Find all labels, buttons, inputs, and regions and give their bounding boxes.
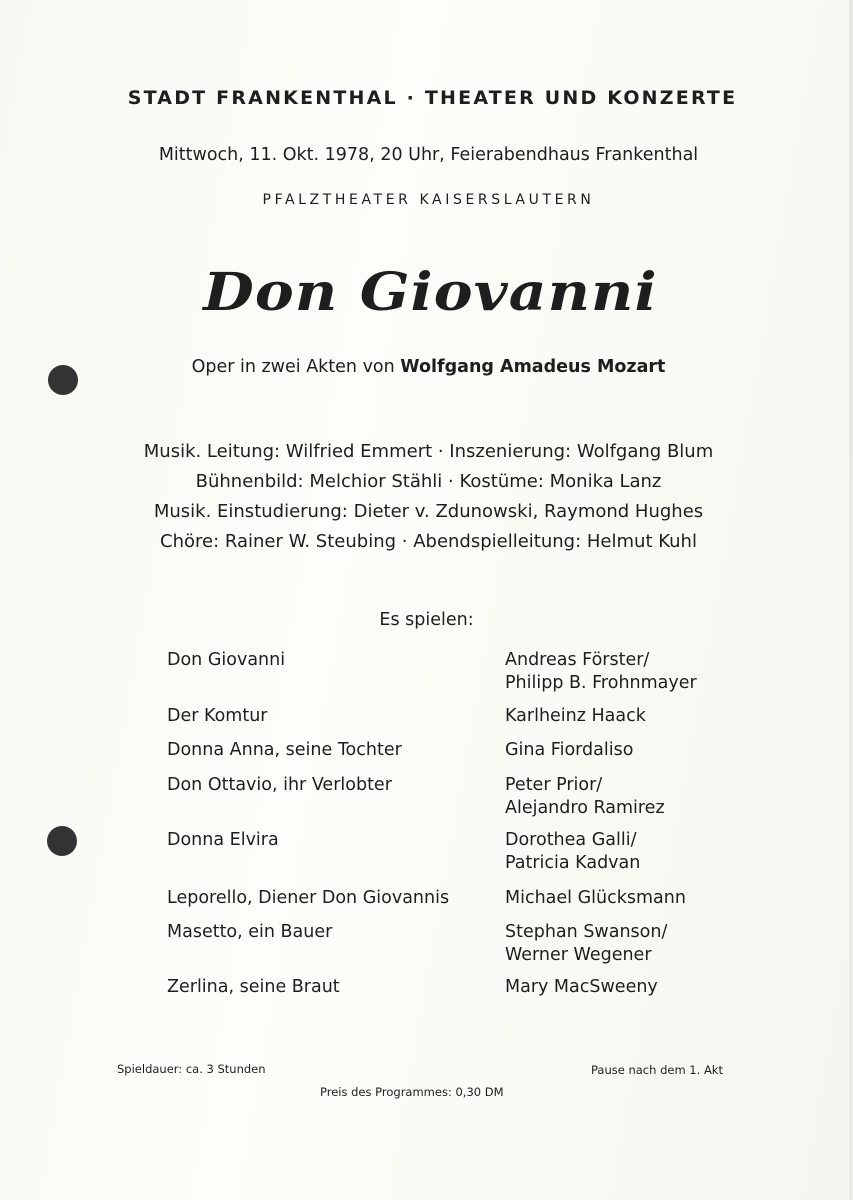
intermission-note: Pause nach dem 1. Akt [591, 1063, 723, 1077]
credit-line: Chöre: Rainer W. Steubing · Abendspielleitung: Helmut Kuhl [160, 531, 697, 552]
cast-role: Leporello, Diener Don Giovannis [167, 888, 450, 908]
credit-line: Musik. Einstudierung: Dieter v. Zdunowski, Raymond Hughes [153, 501, 704, 522]
singer-name: Peter Prior/ [505, 775, 603, 795]
program-price: Preis des Programmes: 0,30 DM [320, 1085, 504, 1099]
cast-role: Zerlina, seine Braut [167, 977, 340, 997]
cast-role: Masetto, ein Bauer [167, 922, 333, 942]
performance-duration: Spieldauer: ca. 3 Stunden [117, 1062, 266, 1076]
singer-name: Philipp B. Frohnmayer [505, 673, 697, 693]
cast-heading: Es spielen: [379, 610, 474, 630]
cast-singers [505, 705, 646, 739]
cast-row [167, 829, 767, 887]
singer-name: Alejandro Ramirez [505, 798, 665, 818]
credit-line: Bühnenbild: Melchior Stähli · Kostüme: Monika Lanz [195, 471, 662, 492]
credit-line: Musik. Leitung: Wilfried Emmert · Inszenierung: Wolfgang Blum [143, 441, 714, 462]
singer-name: Mary MacSweeny [505, 977, 658, 997]
singer-name: Werner Wegener [505, 945, 652, 965]
cast-singers [505, 921, 667, 976]
punch-hole [47, 826, 77, 856]
cast-row [167, 976, 767, 1006]
cast-list [167, 649, 767, 1006]
cast-role: Der Komtur [167, 706, 268, 726]
singer-name: Andreas Förster/ [505, 650, 650, 670]
singer-name: Stephan Swanson/ [505, 922, 668, 942]
cast-singers [505, 649, 697, 705]
cast-role: Donna Anna, seine Tochter [167, 740, 402, 760]
cast-row [167, 705, 767, 739]
singer-name: Karlheinz Haack [505, 706, 646, 726]
singer-name: Patricia Kadvan [505, 853, 641, 873]
subtitle-prefix: Oper in zwei Akten von [191, 357, 401, 377]
program-header: STADT FRANKENTHAL · THEATER UND KONZERTE [127, 87, 738, 109]
paper-edge [849, 0, 853, 1200]
cast-singers [505, 774, 665, 829]
cast-role: Don Giovanni [167, 650, 286, 670]
cast-role: Don Ottavio, ihr Verlobter [167, 775, 392, 795]
production-credits [2, 437, 853, 557]
cast-row [167, 921, 767, 976]
cast-singers [505, 887, 686, 921]
singer-name: Michael Glücksmann [505, 888, 686, 908]
opera-title: Don Giovanni [203, 262, 658, 323]
cast-singers [505, 739, 633, 774]
cast-row [167, 774, 767, 829]
cast-row [167, 739, 767, 774]
theater-company: PFALZTHEATER KAISERSLAUTERN [262, 192, 595, 208]
singer-name: Dorothea Galli/ [505, 830, 637, 850]
singer-name: Gina Fiordaliso [505, 740, 634, 760]
composer-name: Wolfgang Amadeus Mozart [400, 357, 666, 377]
cast-singers [505, 829, 640, 887]
punch-hole [48, 365, 78, 395]
cast-row [167, 649, 767, 705]
opera-subtitle [2, 357, 853, 377]
cast-row [167, 887, 767, 921]
cast-singers [505, 976, 658, 1006]
performance-date: Mittwoch, 11. Okt. 1978, 20 Uhr, Feierabendhaus Frankenthal [158, 145, 699, 165]
cast-role: Donna Elvira [167, 830, 279, 850]
